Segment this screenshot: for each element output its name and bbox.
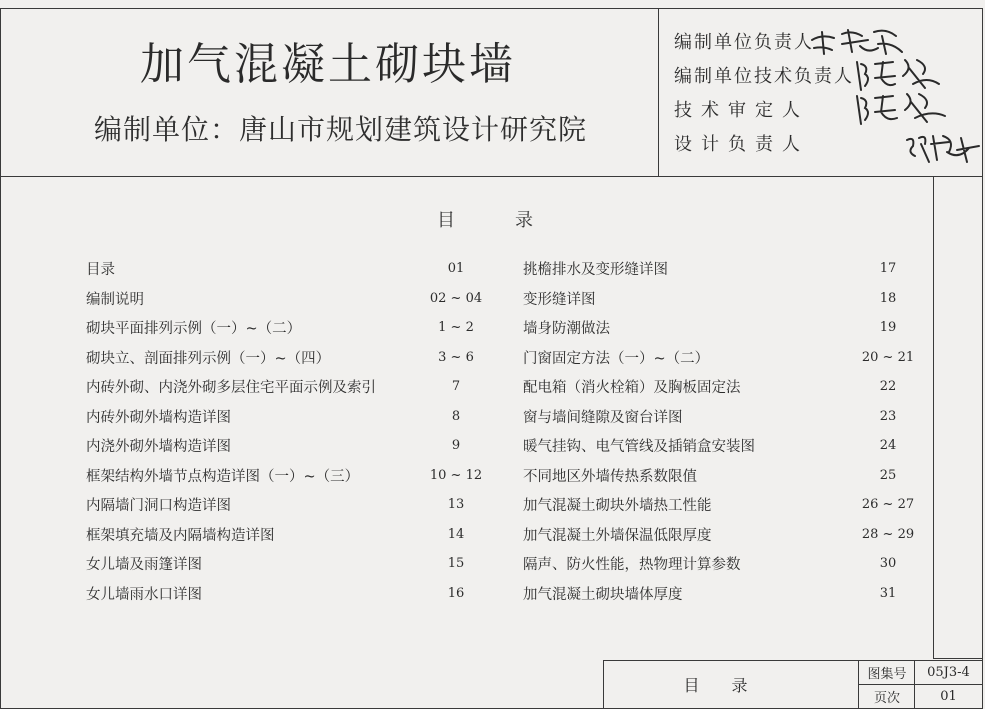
toc-item-page: 31 <box>879 585 897 601</box>
toc-item[interactable] <box>86 461 496 491</box>
toc-item-page: 18 <box>879 290 897 306</box>
signature-3 <box>853 88 949 128</box>
toc-item-page: 17 <box>879 261 897 277</box>
toc-item[interactable] <box>523 490 928 520</box>
page-number-label: 页次 <box>873 690 900 706</box>
toc-item-page: 23 <box>879 408 897 424</box>
toc-item[interactable] <box>523 520 928 550</box>
header-vertical-divider <box>658 8 659 176</box>
toc-item[interactable] <box>86 372 496 402</box>
toc-heading-char: 目 <box>437 210 455 231</box>
toc-item[interactable] <box>523 313 928 343</box>
toc-item-page: 28 ~ 29 <box>861 526 915 542</box>
role-row <box>674 58 854 92</box>
toc-item-name: 砌块平面排列示例（一）~（二） <box>86 321 302 338</box>
toc-item-name: 变形缝详图 <box>523 291 596 308</box>
signature-4 <box>903 130 983 170</box>
toc-item-name: 目录 <box>86 262 115 279</box>
toc-item-name: 内砖外砌外墙构造详图 <box>86 409 231 426</box>
right-margin-line <box>933 176 934 658</box>
role-row <box>674 92 824 126</box>
toc-item-page: 9 <box>451 438 461 454</box>
toc-item-page: 19 <box>879 320 897 336</box>
toc-item-name: 加气混凝土砌块墙体厚度 <box>523 586 683 603</box>
toc-item-page: 01 <box>447 261 465 277</box>
role-row <box>674 126 824 160</box>
toc-item[interactable] <box>86 520 496 550</box>
page-number-value: 01 <box>940 688 957 704</box>
toc-item-page: 30 <box>879 556 897 572</box>
toc-item-page: 14 <box>447 526 465 542</box>
role-label: 设计负责人 <box>674 134 809 155</box>
toc-item-page: 13 <box>447 497 465 513</box>
toc-item-name: 内砖外砌、内浇外砌多层住宅平面示例及索引 <box>86 380 376 397</box>
toc-item-page: 3 ~ 6 <box>438 349 474 365</box>
toc-item-page: 1 ~ 2 <box>438 320 474 336</box>
toc-item-page: 25 <box>879 467 897 483</box>
page-title: 加气混凝土砌块墙 <box>140 39 516 90</box>
toc-item-name: 女儿墙及雨篷详图 <box>86 557 202 574</box>
toc-item-page: 22 <box>879 379 897 395</box>
toc-item-page: 24 <box>879 438 897 454</box>
toc-item[interactable] <box>523 343 928 373</box>
page-subtitle: 编制单位：唐山市规划建筑设计研究院 <box>94 113 588 146</box>
toc-item-page: 02 ~ 04 <box>429 290 483 306</box>
toc-item-name: 内隔墙门洞口构造详图 <box>86 498 231 515</box>
toc-item-name: 编制说明 <box>86 291 144 308</box>
toc-item-page: 8 <box>451 408 461 424</box>
role-label: 编制单位技术负责人 <box>674 66 854 87</box>
toc-item[interactable] <box>523 284 928 314</box>
toc-item[interactable] <box>523 402 928 432</box>
toc-item[interactable] <box>86 402 496 432</box>
responsibility-list <box>674 24 854 160</box>
toc-item-name: 内浇外砌外墙构造详图 <box>86 439 231 456</box>
toc-item-name: 挑檐排水及变形缝详图 <box>523 262 668 279</box>
toc-item[interactable] <box>523 372 928 402</box>
toc-right-column <box>523 254 928 608</box>
toc-item-name: 砌块立、剖面排列示例（一）~（四） <box>86 350 331 367</box>
toc-item[interactable] <box>86 254 496 284</box>
role-label: 编制单位负责人 <box>674 32 814 53</box>
toc-item[interactable] <box>86 431 496 461</box>
toc-item[interactable] <box>86 490 496 520</box>
toc-item-name: 不同地区外墙传热系数限值 <box>523 468 697 485</box>
toc-item-name: 墙身防潮做法 <box>523 321 610 338</box>
toc-item-name: 加气混凝土砌块外墙热工性能 <box>523 498 712 515</box>
toc-item[interactable] <box>523 579 928 609</box>
toc-item-page: 15 <box>447 556 465 572</box>
toc-item[interactable] <box>523 431 928 461</box>
right-margin-foot <box>933 658 982 659</box>
toc-item-name: 窗与墙间缝隙及窗台详图 <box>523 409 683 426</box>
toc-item-name: 暖气挂钩、电气管线及插销盒安装图 <box>523 439 755 456</box>
toc-item[interactable] <box>86 343 496 373</box>
toc-left-column <box>86 254 496 608</box>
role-row <box>674 24 824 58</box>
toc-item-name: 配电箱（消火栓箱）及胸板固定法 <box>523 380 741 397</box>
toc-item-page: 16 <box>447 585 465 601</box>
toc-item-page: 26 ~ 27 <box>861 497 915 513</box>
toc-item-name: 隔声、防火性能，热物理计算参数 <box>523 557 741 574</box>
toc-item[interactable] <box>523 254 928 284</box>
atlas-number-label: 图集号 <box>867 667 907 682</box>
toc-item[interactable] <box>523 461 928 491</box>
header-divider <box>0 176 982 177</box>
toc-item-name: 框架填充墙及内隔墙构造详图 <box>86 527 275 544</box>
toc-item[interactable] <box>86 579 496 609</box>
title-block-drawing-title: 目录 <box>683 676 780 695</box>
toc-item-name: 门窗固定方法（一）~（二） <box>523 350 710 367</box>
toc-item-page: 10 ~ 12 <box>429 467 483 483</box>
role-label: 技术审定人 <box>674 100 809 121</box>
atlas-number-value: 05J3-4 <box>927 665 970 680</box>
toc-item-page: 7 <box>451 379 461 395</box>
toc-item-name: 加气混凝土外墙保温低限厚度 <box>523 527 712 544</box>
toc-item[interactable] <box>86 549 496 579</box>
toc-heading-char: 录 <box>515 210 533 231</box>
toc-item-page: 20 ~ 21 <box>861 349 915 365</box>
toc-item-name: 女儿墙雨水口详图 <box>86 586 202 603</box>
toc-item[interactable] <box>523 549 928 579</box>
toc-item-name: 框架结构外墙节点构造详图（一）~（三） <box>86 468 360 485</box>
toc-item[interactable] <box>86 313 496 343</box>
toc-item[interactable] <box>86 284 496 314</box>
